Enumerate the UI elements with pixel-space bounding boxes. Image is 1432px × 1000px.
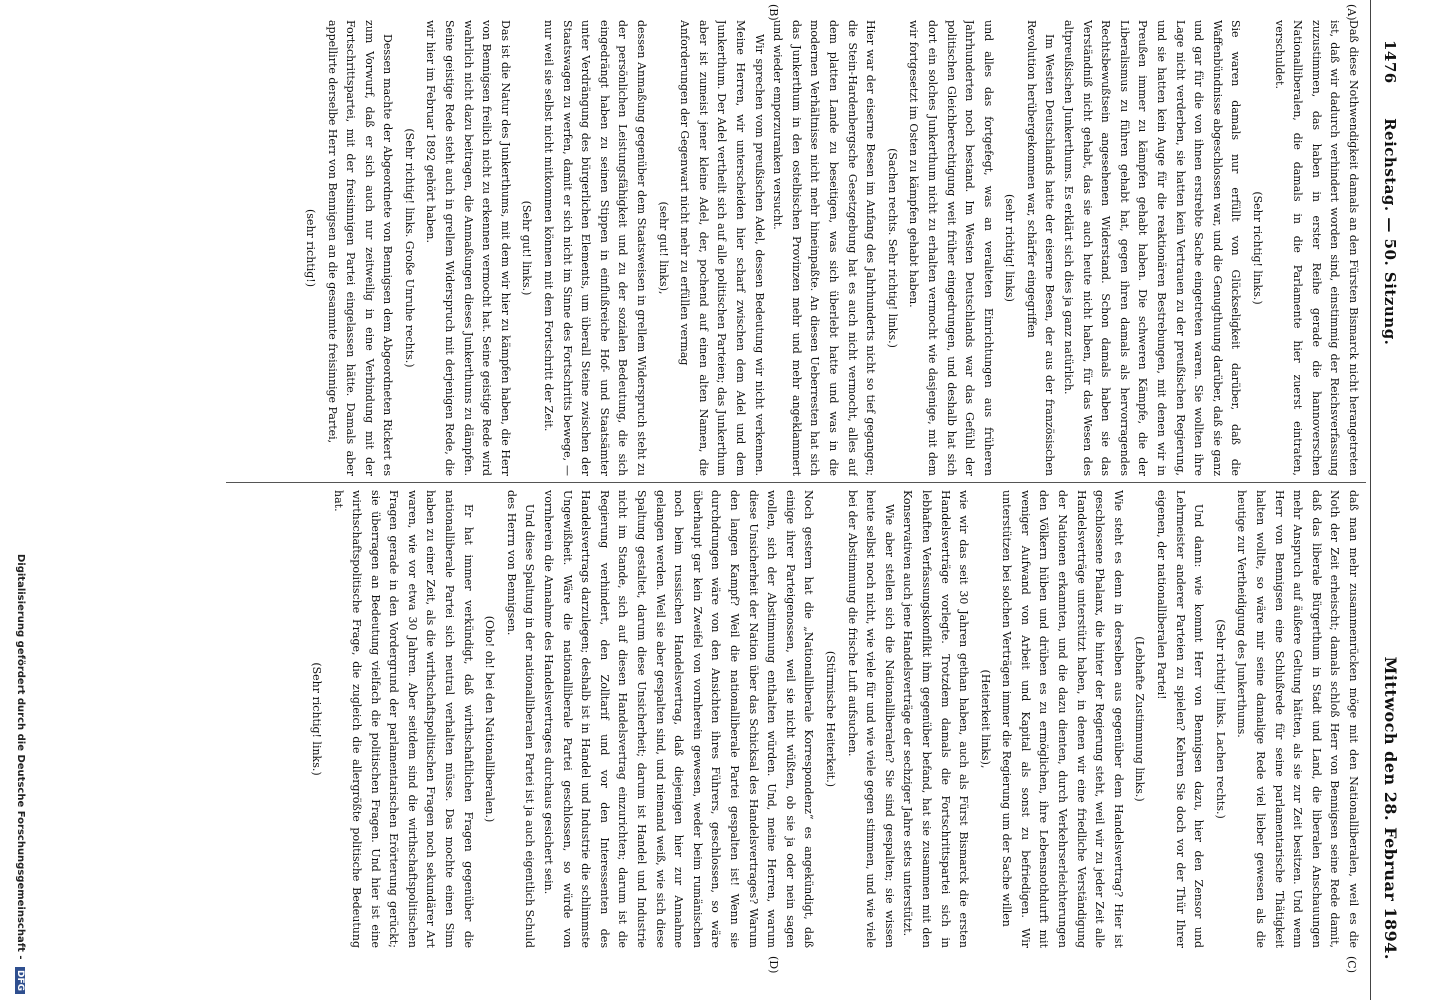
paragraph: Wie aber stellen sich die Nationalliberalen? Sie sind gespalten; sie wissen heute selbst noch nicht, wie viele für und wie viele gegen stimmen, und wie viele bei der Abstimmung die frische Luft aufsuchen. (845, 490, 896, 948)
paragraph: Hier war der eiserne Besen im Anfang des Jahrhunderts nicht so tief gegangen; die Stein-Hardenbergsche Gesetzgebung hat es auch nicht vermocht, alles auf dem platten Lande zu beseitigen, was sich überlebt hatte und was in die modernen Verhältnisse nicht mehr hineinpaßte. An diesen Ueberresten hat sich das Junkerthum in den ostelbischen Provinzen mehr und mehr angeklammert und wieder emporzuranken versucht. (771, 20, 878, 476)
page-number-and-session (1382, 40, 1400, 345)
paragraph: Sie waren damals nur erfüllt von Glückseligkeit darüber, daß die Waffenbündnisse abgeschlossen war, und die Genugthuung darüber, daß sie ganz und gar für die von ihnen erstrebte Sache eingetreten waren. Sie wollten ihre Lage nicht verderben, sie hatten kein Vertrauen zu der preußischen Regierung, und sie hatten kein Auge für die reaktionären Bestrebungen, mit denen wir in Preußen immer zu kämpfen gehabt haben. Die schweren Kämpfe, die der Liberalismus zu führen gehabt hat, gegen ihren damals als hervorragendes Rechtsbewußtsein angesehenen Widerstand. Schon damals haben sie das Verständniß nicht gehabt, das sie auch heute nicht haben, für das Wesen des altpreußischen Junkerthums. Es erklärt sich dies ja ganz natürlich. (1062, 20, 1243, 476)
interjection: (Lebhafte Zustimmung links.) (1133, 636, 1147, 802)
paragraph: Dessen machte der Abgeordnete von Bennigsen dem Abgeordneten Rickert es zum Vorwurf, daß er sich auch nur zeitweilig in eine Verbindung mit der Fortschrittspartei, mit der freisinnigen Partei eingelassen hätte. Damals aber appellirte derselbe Herr von Bennigsen an die gesammte freisinnige Partei, (325, 20, 395, 476)
paragraph: und alles das fortgefegt, was an veralteten Einrichtungen aus früheren Jahrhunderten noch bestand. Im Westen Deutschlands war das Gefühl der politischen Gleichberechtigung weit früher eingedrungen, und deshalb hat sich dort ein solches Junkerthum nicht zu erhalten vermocht wie dasjenige, mit dem wir fortgesetzt im Osten zu kämpfen gehabt haben. (907, 20, 995, 476)
paragraph: Daß diese Nothwendigkeit damals an den Fürsten Bismarck nicht herangetreten ist, daß wir dadurch verhindert worden sind, einstimmig der Reichsverfassung zuzustimmen, das haben in erster Reihe gerade die hannoverschen Nationalliberalen, die damals in die Parlamente hier zuerst eintraten, verschuldet. (1272, 20, 1360, 476)
right-text-column (232, 490, 1362, 948)
paragraph: dessen Anmaßung gegenüber dem Staatsweisen in grellem Widerspruch steht zu der persönlichen Leistungsfähigkeit und zu der sozialen Bedeutung, die sich eingedrängt haben zu seinen Stippen in einflußreiche Hof- und Staatsämter unter Verdrängung des bürgerlichen Elements, um überall Steine zwischen der Staatswagen zu werfen, damit er sich nicht im Sinne des Fortschritts bewege, — nur weil sie selbst nicht mitkommen können mit dem Fortschritt der Zeit. (542, 20, 649, 476)
session-title: Reichstag. — 50. Sitzung. (1381, 118, 1400, 346)
paragraph: Im Westen Deutschlands hatte der eiserne Besen, der aus der französischen Revolution herübergekommen war, schärfer eingegriffen (1024, 20, 1057, 476)
interjection: (Sehr richtig! links.) (309, 662, 323, 776)
page-number: 1476 (1381, 40, 1400, 84)
paragraph: Wie steht es denn in derselben aus gegenüber dem Handelsvertrag? Hier ist geschlossene Phalanx, die hinter der Regierung steht, weil wir zu jeder Zeit alle Handelsverträge unterstützt haben, in denen wir eine friedliche Verständigung der Nationen erkannten, und die dazu dienten, durch Verkehrserleichterungen den Völkern hüben und drüben es zu ermöglichen, ihre Lebensnothdurft mit weniger Aufwand von Arbeit und Kapital als sonst zu befriedigen. Wir unterstützen bei solchen Verträgen immer die Regierung um der Sache willen (1000, 490, 1125, 948)
paragraph: Wir sprechen vom preußischen Adel, dessen Bedeutung wir nicht verkennen. Meine Herren, wir unterscheiden hier scharf zwischen dem Adel und dem Junkerthum. Der Adel vertheilt sich auf alle politischen Parteien; das Junkerthum aber ist zumeist jener kleine Adel, der, pochend auf einen alten Namen, die Anforderungen der Gegenwart nicht mehr zu erfüllen vermag (678, 20, 766, 476)
interjection: (sehr gut! links), (656, 201, 670, 295)
session-date: Mittwoch den 28. Februar 1894. (1381, 656, 1400, 960)
interjection: (Heiterkeit links), (978, 669, 992, 769)
interjection: (sehr richtig!) (303, 209, 317, 287)
margin-mark-a: (A) (1345, 4, 1358, 21)
interjection: (sehr richtig! links) (1003, 194, 1017, 302)
margin-mark-c: (C) (1345, 956, 1358, 973)
dfg-logo: DFG (15, 967, 25, 994)
paragraph: Noch gestern hat die „Nationalliberale Korrespondenz“ es angekündigt, daß einige ihrer Parteigenossen, weil sie nicht wüßten, ob sie ja oder nein sagen wollen, sich der Abstimmung enthalten würden. Und, meine Herren, warum diese Unsicherheit der Nation über das Schicksal des Handelsvertrages? Warum den langen Kampf? Weil die nationalliberale Partei gespalten ist! Wenn sie durchdrungen wäre von den Ansichten ihres Führers, geschlossen, so wäre überhaupt gar kein Zweifel von vornherein gewesen, weder beim rumänischen noch beim russischen Handelsvertrag, daß diejenigen hier zur Annahme gelangen werden. Weil sie aber gespalten sind, und niemand weiß, wie sich diese Spaltung gestaltet, darum diese Unsicherheit; darum ist Handel und Industrie nicht im Stande, sich auf diesen Handelsvertrag einzurichten; darum ist die Regierung verhindert, den Zolltarif und vor den Interessenten des Handelsvertrags darzulegen; deshalb ist in Handel und Industrie die schlimmste Ungewißheit. Wäre die nationalliberale Partei geschlossen, so würde von vornherein die Annahme des Handelsvertrages durchaus gesichert sein. (542, 490, 816, 948)
paragraph: Er hat immer verkündigt, daß wirthschaftlichen Fragen gegenüber die nationalliberale Partei sich neutral verhalten müsse. Das mochte einen Sinn haben zu einer Zeit, als die wirthschaftspolitischen Fragen noch sekundärer Art waren, wie vor etwa 30 Jahren. Aber seitdem sind die wirthschaftspolitischen Fragen gerade in den Vordergrund der parlamentarischen Erörterung gerückt; sie überragen an Bedeutung vielfach die politischen Fragen. Und hier ist eine wirthschaftspolitische Frage, die zugleich die allergrößte politische Bedeutung hat. (331, 490, 475, 948)
interjection: (Sehr gut! links.) (520, 200, 534, 296)
margin-mark-d: (D) (767, 956, 780, 974)
paragraph: Das ist die Natur des Junkerthums, mit dem wir hier zu kämpfen haben, die Herr von Bennigsen freilich nicht zu erkennen vermocht hat. Seine geistige Rede wird wahrlich nicht dazu beitragen, die Anmaßungen dieses Junkerthums zu dämpfen. Seine geistige Rede steht auch in grellem Widerspruch mit derjenigen Rede, die wir hier im Februar 1892 gehört haben. (424, 20, 512, 476)
margin-mark-b: (B) (767, 4, 780, 21)
digitization-attribution (8, 0, 26, 1000)
interjection: (Oho! oh! bei den Nationalliberalen.) (483, 615, 497, 823)
interjection: (Sehr richtig! links. Lachen rechts.) (1213, 619, 1227, 819)
interjection: (Sachen rechts. Sehr richtig! links.) (885, 148, 899, 348)
left-text-column (232, 20, 1362, 476)
column-divider (226, 482, 1366, 483)
paragraph: daß man mehr zusammenrücken möge mit den Nationalliberalen, weil es die Noth der Zeit erheischt; damals schloß Herr von Bennigsen seine Rede damit, daß das liberale Bürgerthum in Stadt und Land, die liberalen Anschauungen mehr Anspruch auf äußere Geltung hätten, als sie zur Zeit besitzen. Und wenn Herr von Bennigsen eine Schlußrede für seine parlamentarische Thätigkeit halten wollte, so wäre mir seine damalige Rede viel lieber gewesen als die heutige zur Vertheidigung des Junkerthums. (1235, 490, 1360, 948)
interjection: (Sehr richtig! links. Große Unruhe rechts.) (402, 128, 416, 368)
paragraph: Und dann: wie kommt Herr von Bennigsen dazu, hier den Zensor und Lehrmeister anderer Parteien zu spielen? Kehren Sie doch vor der Thür Ihrer eigenen, der nationalliberalen Partei! (1155, 490, 1206, 948)
paragraph: Und diese Spaltung in der nationalliberalen Partei ist ja auch eigentlich Schuld des Herrn von Bennigsen. (504, 490, 537, 948)
interjection: (Stürmische Heiterkeit.) (823, 650, 837, 788)
paragraph: wie wir das seit 30 Jahren gethan haben, auch als Fürst Bismarck die ersten Handelsverträge vorlegte. Trotzdem damals die Fortschrittspartei sich in lebhaften Verfassungskonflikt ihm gegenüber befand, hat sie zusammen mit den Konservativen auch jene Handelsverträge der sechziger Jahre stets unterstützt. (901, 490, 971, 948)
page-header (1370, 0, 1410, 1000)
attribution-text: Digitalisierung gefördert durch die Deutsche Forschungsgemeinschaft - (15, 553, 26, 960)
interjection: (Sehr richtig! links.) (1251, 191, 1265, 305)
